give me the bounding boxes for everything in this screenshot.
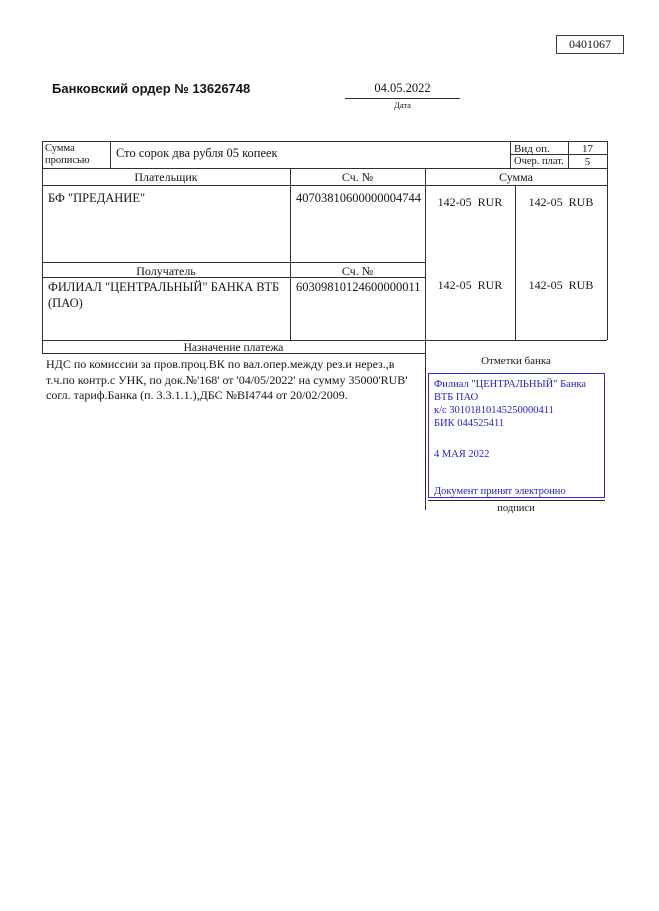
payer-sum-rub: 142-05 RUB bbox=[528, 195, 594, 209]
purpose-text: НДС по комиссии за пров.проц.ВК по вал.опер.между рез.и нерез.,в т.ч.по контр.с УНК, по док.№'168' от '04/05/2022' на сумму 35000'RUB' согл. тариф.Банка (п. 3.3.1.1.),ДБС №BI4744 от 20/02/2009. bbox=[46, 357, 408, 402]
receiver-header: Получатель bbox=[136, 264, 196, 278]
bank-stamp bbox=[428, 373, 605, 498]
signatures-label: подписи bbox=[497, 503, 535, 514]
stamp-corr-account: к/с 30101810145250000411 bbox=[434, 405, 554, 416]
date-value: 04.05.2022 bbox=[345, 81, 460, 99]
stamp-date: 4 МАЯ 2022 bbox=[434, 449, 490, 460]
sum-header: Сумма bbox=[499, 170, 533, 184]
main-rows-bottom-border bbox=[42, 340, 607, 341]
purpose-header: Назначение платежа bbox=[183, 342, 284, 354]
payer-header: Плательщик bbox=[134, 170, 198, 184]
receiver-account-header: Сч. № bbox=[341, 264, 374, 278]
stamp-bank-name-line2: ВТБ ПАО bbox=[434, 392, 479, 403]
amount-words-value: Сто сорок два рубля 05 копеек bbox=[116, 146, 278, 160]
payer-sum-rur: 142-05 RUR bbox=[437, 195, 503, 209]
row1-bottom-border bbox=[42, 168, 607, 169]
signature-line bbox=[428, 500, 605, 501]
date-label: Дата bbox=[394, 100, 411, 110]
receiver-name: ФИЛИАЛ "ЦЕНТРАЛЬНЫЙ" БАНКА ВТБ (ПАО) bbox=[48, 280, 280, 310]
header-row-bottom-border bbox=[42, 185, 607, 186]
form-code-box: 0401067 bbox=[556, 35, 624, 54]
table-right-border bbox=[607, 141, 608, 340]
payer-name: БФ "ПРЕДАНИЕ" bbox=[48, 191, 146, 205]
amount-words-label: Сумма прописью bbox=[45, 143, 90, 166]
receiver-header-top-border bbox=[42, 262, 425, 263]
receiver-sum-rur: 142-05 RUR bbox=[437, 278, 503, 292]
op-type-label: Вид оп. bbox=[514, 143, 550, 155]
op-type-value: 17 bbox=[582, 143, 593, 155]
payer-account: 40703810600000004744 bbox=[296, 191, 421, 205]
receiver-sum-rub: 142-05 RUB bbox=[528, 278, 594, 292]
stamp-note: Документ принят электронно bbox=[434, 486, 566, 497]
bank-marks-header: Отметки банка bbox=[481, 355, 551, 367]
document-title: Банковский ордер № 13626748 bbox=[52, 81, 251, 96]
amount-words-divider bbox=[110, 141, 111, 168]
stamp-bik: БИК 044525411 bbox=[434, 418, 505, 429]
payer-account-header: Сч. № bbox=[341, 170, 374, 184]
table-top-border bbox=[42, 141, 607, 142]
stamp-bank-name-line1: Филиал "ЦЕНТРАЛЬНЫЙ" Банка bbox=[434, 379, 587, 390]
receiver-account: 60309810124600000011 bbox=[296, 280, 421, 294]
op-type-left-border bbox=[510, 141, 511, 168]
account-sum-divider bbox=[425, 168, 426, 510]
payment-priority-value: 5 bbox=[584, 156, 591, 168]
payment-priority-label: Очер. плат. bbox=[514, 156, 564, 167]
payer-account-divider bbox=[290, 168, 291, 340]
